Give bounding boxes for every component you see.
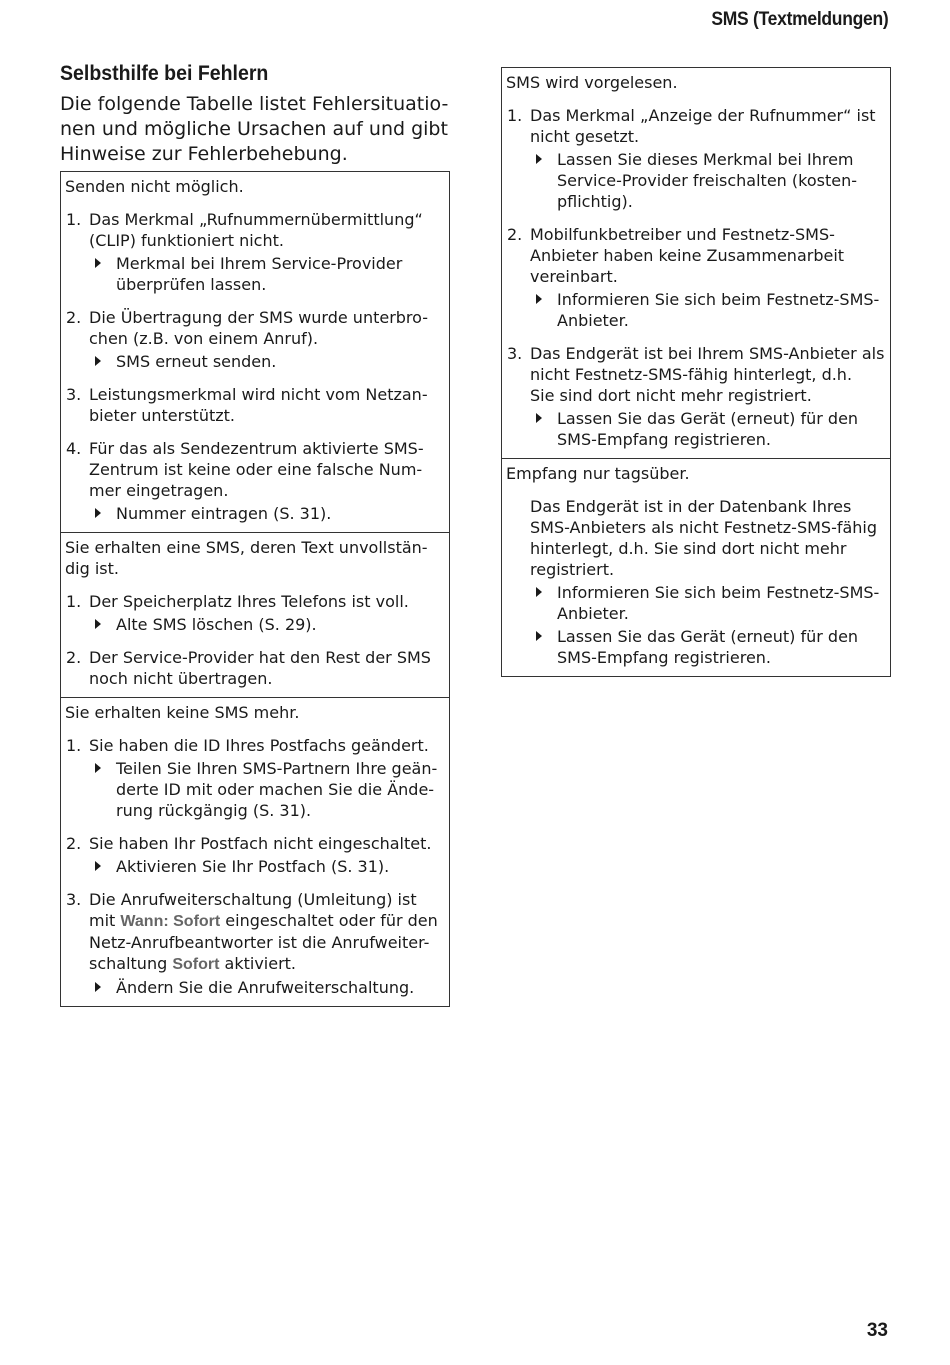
intro-line: Hinweise zur Fehlerbehebung. — [60, 143, 348, 165]
action-item — [89, 351, 449, 372]
cause-text — [89, 889, 449, 975]
left-column — [60, 62, 450, 1007]
action-item — [530, 408, 890, 450]
menu-term: Wann: Sofort — [120, 913, 221, 930]
action-item — [89, 253, 449, 295]
text-line: SMS-Empfang registrieren. — [557, 648, 772, 667]
text-line: Mobilfunkbetreiber und Festnetz-SMS- — [530, 225, 835, 244]
text-line: Der Service-Provider hat den Rest der SMS — [89, 648, 431, 667]
cause-number: 3. — [507, 344, 523, 363]
action-item — [530, 149, 890, 212]
cause-text — [89, 591, 449, 612]
text-line: Sie haben Ihr Postfach nicht eingeschaltet. — [89, 834, 432, 853]
problem-text: SMS wird vorgelesen. — [506, 73, 678, 92]
text-line: bieter unterstützt. — [89, 406, 235, 425]
text-line: vereinbart. — [530, 267, 618, 286]
text-line: Zentrum ist keine oder eine falsche Num- — [89, 460, 423, 479]
bullet-arrow-icon — [536, 154, 542, 164]
table-row — [502, 458, 890, 676]
cause-text — [530, 224, 890, 287]
text-line: hinterlegt, d.h. Sie sind dort nicht mehr — [530, 539, 847, 558]
text-line: Lassen Sie das Gerät (erneut) für den — [557, 409, 859, 428]
cause-number: 1. — [507, 106, 523, 125]
text-line: derte ID mit oder machen Sie die Ände- — [116, 780, 435, 799]
text-line: nicht Festnetz-SMS-fähig hinterlegt, d.h. — [530, 365, 853, 384]
cause-text — [89, 735, 449, 756]
text-run: mit — [89, 911, 121, 930]
text-line: Das Endgerät ist bei Ihrem SMS-Anbieter als — [530, 344, 885, 363]
text-line: Anbieter. — [557, 604, 629, 623]
text-line: dig ist. — [65, 559, 119, 578]
bullet-arrow-icon — [95, 508, 101, 518]
cause-number: 2. — [66, 834, 82, 853]
problem-text — [65, 537, 449, 579]
cause-item — [65, 833, 449, 877]
action-item — [89, 856, 449, 877]
cause-item — [65, 735, 449, 821]
text-line: SMS erneut senden. — [116, 352, 277, 371]
cause-number: 2. — [507, 225, 523, 244]
intro-paragraph — [60, 92, 450, 167]
text-line: Für das als Sendezentrum aktivierte SMS- — [89, 439, 424, 458]
text-line: noch nicht übertragen. — [89, 669, 273, 688]
action-item — [530, 289, 890, 331]
text-line: (CLIP) funktioniert nicht. — [89, 231, 284, 250]
text-line: Die Übertragung der SMS wurde unterbro- — [89, 308, 429, 327]
text-line: Das Merkmal „Rufnummernübermittlung“ — [89, 210, 423, 229]
text-line: Lassen Sie das Gerät (erneut) für den — [557, 627, 859, 646]
action-item — [530, 582, 890, 624]
problem-text: Senden nicht möglich. — [65, 177, 244, 196]
text-line: Sie erhalten eine SMS, deren Text unvollstän- — [65, 538, 428, 557]
cause-text — [89, 647, 449, 689]
cause-text — [89, 384, 449, 426]
text-line: Sie haben die ID Ihres Postfachs geändert. — [89, 736, 429, 755]
text-line: Teilen Sie Ihren SMS-Partnern Ihre geän- — [116, 759, 438, 778]
cause-text — [530, 496, 890, 580]
text-line: Lassen Sie dieses Merkmal bei Ihrem — [557, 150, 854, 169]
cause-item — [65, 384, 449, 426]
bullet-arrow-icon — [95, 982, 101, 992]
text-line: Der Speicherplatz Ihres Telefons ist voll. — [89, 592, 409, 611]
text-line: nicht gesetzt. — [530, 127, 640, 146]
action-item — [530, 626, 890, 668]
cause-item — [65, 438, 449, 524]
bullet-arrow-icon — [536, 413, 542, 423]
cause-item — [506, 105, 890, 212]
cause-item — [65, 889, 449, 998]
text-line: Netz-Anrufbeantworter ist die Anrufweiter- — [89, 933, 430, 952]
cause-text — [89, 209, 449, 251]
action-item — [89, 977, 449, 998]
text-run: eingeschaltet oder für den — [220, 911, 438, 930]
text-line — [89, 953, 449, 975]
table-row — [61, 697, 449, 1006]
text-line: Das Endgerät ist in der Datenbank Ihres — [530, 497, 852, 516]
text-line: Das Merkmal „Anzeige der Rufnummer“ ist — [530, 106, 876, 125]
cause-item — [506, 224, 890, 331]
section-title: Selbsthilfe bei Fehlern — [60, 62, 269, 85]
cause-number: 4. — [66, 439, 82, 458]
text-line: pflichtig). — [557, 192, 633, 211]
cause-text — [89, 307, 449, 349]
text-line: rung rückgängig (S. 31). — [116, 801, 312, 820]
text-line: mer eingetragen. — [89, 481, 229, 500]
text-line: Leistungsmerkmal wird nicht vom Netzan- — [89, 385, 428, 404]
intro-line: Die folgende Tabelle listet Fehlersituatio- — [60, 93, 449, 115]
problem-text: Empfang nur tagsüber. — [506, 464, 690, 483]
cause-text — [89, 438, 449, 501]
cause-number: 1. — [66, 736, 82, 755]
cause-item — [65, 209, 449, 295]
cause-number: 1. — [66, 210, 82, 229]
cause-number: 3. — [66, 385, 82, 404]
action-item — [89, 758, 449, 821]
problem-text: Sie erhalten keine SMS mehr. — [65, 703, 300, 722]
cause-number: 1. — [66, 592, 82, 611]
bullet-arrow-icon — [536, 587, 542, 597]
bullet-arrow-icon — [95, 619, 101, 629]
cause-item — [65, 307, 449, 372]
cause-number: 2. — [66, 308, 82, 327]
text-line: Nummer eintragen (S. 31). — [116, 504, 332, 523]
cause-item — [65, 591, 449, 635]
table-row — [61, 172, 449, 532]
text-line — [89, 910, 449, 932]
text-line: SMS-Empfang registrieren. — [557, 430, 772, 449]
cause-text — [89, 833, 449, 854]
text-run: aktiviert. — [219, 954, 297, 973]
text-line: Informieren Sie sich beim Festnetz-SMS- — [557, 583, 880, 602]
cause-item — [506, 343, 890, 450]
right-column — [501, 67, 891, 677]
text-line: Aktivieren Sie Ihr Postfach (S. 31). — [116, 857, 390, 876]
troubleshooting-table-right — [501, 67, 891, 677]
cause-item — [65, 647, 449, 689]
intro-line: nen und mögliche Ursachen auf und gibt — [60, 118, 448, 140]
text-line: SMS-Anbieters als nicht Festnetz-SMS-fähig — [530, 518, 878, 537]
text-line: überprüfen lassen. — [116, 275, 267, 294]
text-run: schaltung — [89, 954, 173, 973]
bullet-arrow-icon — [95, 258, 101, 268]
cause-text — [530, 343, 890, 406]
troubleshooting-table-left — [60, 171, 450, 1007]
text-line: Sie sind dort nicht mehr registriert. — [530, 386, 812, 405]
text-line: chen (z.B. von einem Anruf). — [89, 329, 319, 348]
cause-text — [530, 105, 890, 147]
table-row — [61, 532, 449, 697]
cause-item — [506, 496, 890, 668]
running-header: SMS (Textmeldungen) — [710, 9, 888, 30]
bullet-arrow-icon — [95, 861, 101, 871]
page-number: 33 — [866, 1320, 888, 1341]
menu-term: Sofort — [172, 956, 220, 973]
action-item — [89, 503, 449, 524]
text-line: registriert. — [530, 560, 615, 579]
text-line: Anbieter. — [557, 311, 629, 330]
bullet-arrow-icon — [95, 763, 101, 773]
action-item — [89, 614, 449, 635]
bullet-arrow-icon — [536, 294, 542, 304]
text-line: Die Anrufweiterschaltung (Umleitung) ist — [89, 890, 417, 909]
text-line: Merkmal bei Ihrem Service-Provider — [116, 254, 403, 273]
cause-number: 3. — [66, 890, 82, 909]
text-line: Service-Provider freischalten (kosten- — [557, 171, 857, 190]
table-row — [502, 68, 890, 458]
text-line: Informieren Sie sich beim Festnetz-SMS- — [557, 290, 880, 309]
text-line: Ändern Sie die Anrufweiterschaltung. — [116, 978, 415, 997]
text-line: Alte SMS löschen (S. 29). — [116, 615, 317, 634]
text-line: Anbieter haben keine Zusammenarbeit — [530, 246, 845, 265]
cause-number: 2. — [66, 648, 82, 667]
bullet-arrow-icon — [95, 356, 101, 366]
bullet-arrow-icon — [536, 631, 542, 641]
